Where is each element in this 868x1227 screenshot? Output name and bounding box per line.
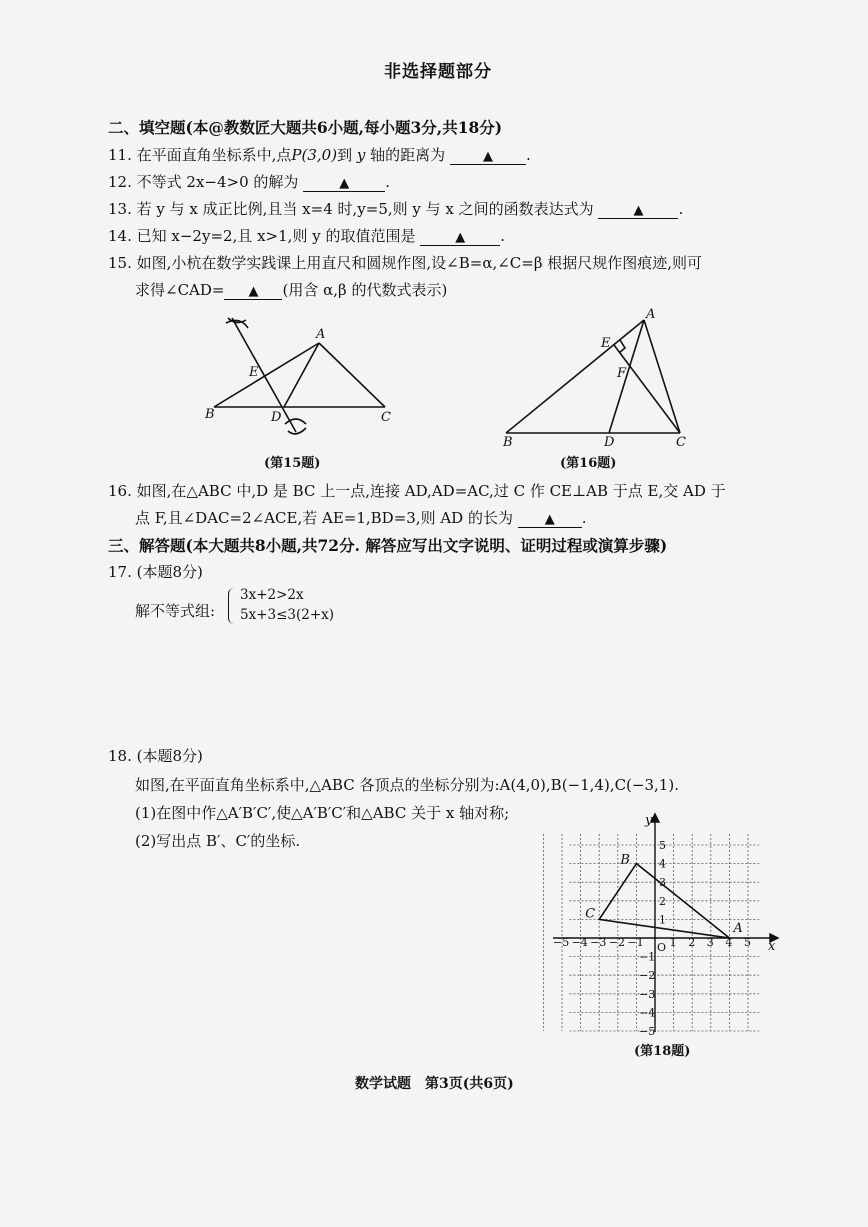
question-text: 求得∠CAD= [135,281,225,299]
label-d: D [271,410,282,425]
question-number: 14. [108,227,132,245]
question-text: (用含 α,β 的代数式表示) [282,281,448,299]
y-tick-label: 2 [659,894,666,908]
label-f: F [617,366,627,381]
x-tick-label: −3 [590,936,607,949]
label-c: C [676,435,686,450]
x-tick-label: 5 [744,936,751,949]
period: . [385,173,390,191]
label-b: B [503,435,513,450]
question-text: 轴的距离为 [370,146,446,164]
period: . [581,509,587,527]
label-c: C [585,906,596,922]
triangle-marker: ▲ [339,176,350,191]
y-tick-label: 1 [659,913,666,927]
question-text: 如图,在△ABC 中,D 是 BC 上一点,连接 AD,AD=AC,过 C 作 CE⊥AB 于点 E,交 AD 于 [136,482,726,500]
y-tick-label: 3 [659,876,666,890]
triangle-marker: ▲ [482,149,493,164]
triangle-marker: ▲ [633,203,644,218]
triangle-marker: ▲ [248,284,259,299]
question-text: 点 F,且∠DAC=2∠ACE,若 AE=1,BD=3,则 AD 的长为 [135,509,513,527]
x-tick-label: −1 [627,936,644,949]
y-tick-label: −5 [639,1025,656,1038]
page-title: 非选择题部分 [384,62,492,82]
x-tick-label: 3 [706,936,714,949]
question-text: 不等式 2x−4>0 的解为 [136,173,299,191]
question-text: 若 y 与 x 成正比例,且当 x=4 时,y=5,则 y 与 x 之间的函数表达式为 [136,200,594,218]
label-b: B [205,407,215,422]
question-number: 16. [108,482,132,500]
x-tick-label: 2 [688,936,696,949]
question-text: 已知 x−2y=2,且 x>1,则 y 的取值范围是 [136,227,416,245]
period: . [500,227,506,245]
label-b: B [620,852,630,868]
y-axis-label: y [645,813,653,828]
x-tick-label: −4 [571,936,588,949]
figure-15-caption: (第15题) [264,456,321,471]
question-text: 如图,小杭在数学实践课上用直尺和圆规作图,设∠B=α,∠C=β 根据尺规作图痕迹,则可 [136,254,703,272]
section-heading-fill-in: 二、填空题(本@教数匠大题共6小题,每小题3分,共18分) [108,118,503,137]
question-score: (本题8分) [136,747,203,765]
q18-line1: 如图,在平面直角坐标系中,△ABC 各顶点的坐标分别为:A(4,0),B(−1,4),C(−3,1). [135,776,679,794]
section-heading-solutions: 三、解答题(本大题共8小题,共72分. 解答应写出文字说明、证明过程或演算步骤) [108,536,668,555]
label-c: C [381,410,391,425]
label-a: A [646,307,656,322]
y-tick-label: −4 [639,1006,656,1020]
x-axis-label: x [768,939,776,954]
triangle-marker: ▲ [455,230,466,245]
triangle-marker: ▲ [544,512,555,527]
question-score: (本题8分) [136,563,203,581]
page-footer: 数学试题 第3页(共6页) [355,1076,514,1092]
label-d: D [604,435,615,450]
y-tick-label: 4 [659,857,666,871]
y-tick-label: −1 [639,950,656,964]
q17-prompt: 解不等式组: [135,602,216,620]
label-e: E [601,336,611,351]
x-tick-label: −2 [608,936,626,949]
label-a: A [733,921,743,936]
y-tick-label: −2 [639,969,656,983]
x-tick-label: 4 [725,936,733,949]
period: . [525,146,531,164]
label-e: E [249,365,259,380]
question-number: 15. [108,254,132,272]
y-tick-label: −3 [639,987,656,1001]
x-tick-label: 1 [669,936,677,949]
point-label: P(3,0) [291,146,338,164]
question-text: 在平面直角坐标系中,点 [136,146,292,164]
q18-line2: (1)在图中作△A′B′C′,使△A′B′C′和△ABC 关于 x 轴对称; [135,804,510,822]
question-text: 到 [337,146,353,164]
axis-label: y [356,146,366,164]
question-number: 12. [108,173,132,191]
q18-line3: (2)写出点 B′、C′的坐标. [135,832,301,850]
label-a: A [316,327,326,342]
question-number: 11. [108,146,132,164]
figure-16-caption: (第16题) [560,456,617,471]
question-number: 18. [108,747,132,765]
origin-label: O [657,941,667,954]
question-number: 17. [108,563,132,581]
y-tick-label: 5 [659,839,666,852]
x-tick-label: −5 [553,936,570,949]
inequality-2: 5x+3≤3(2+x) [240,607,335,623]
question-number: 13. [108,200,132,218]
period: . [678,200,684,218]
inequality-1: 3x+2>2x [240,587,304,603]
figure-18-caption: (第18题) [634,1044,691,1059]
